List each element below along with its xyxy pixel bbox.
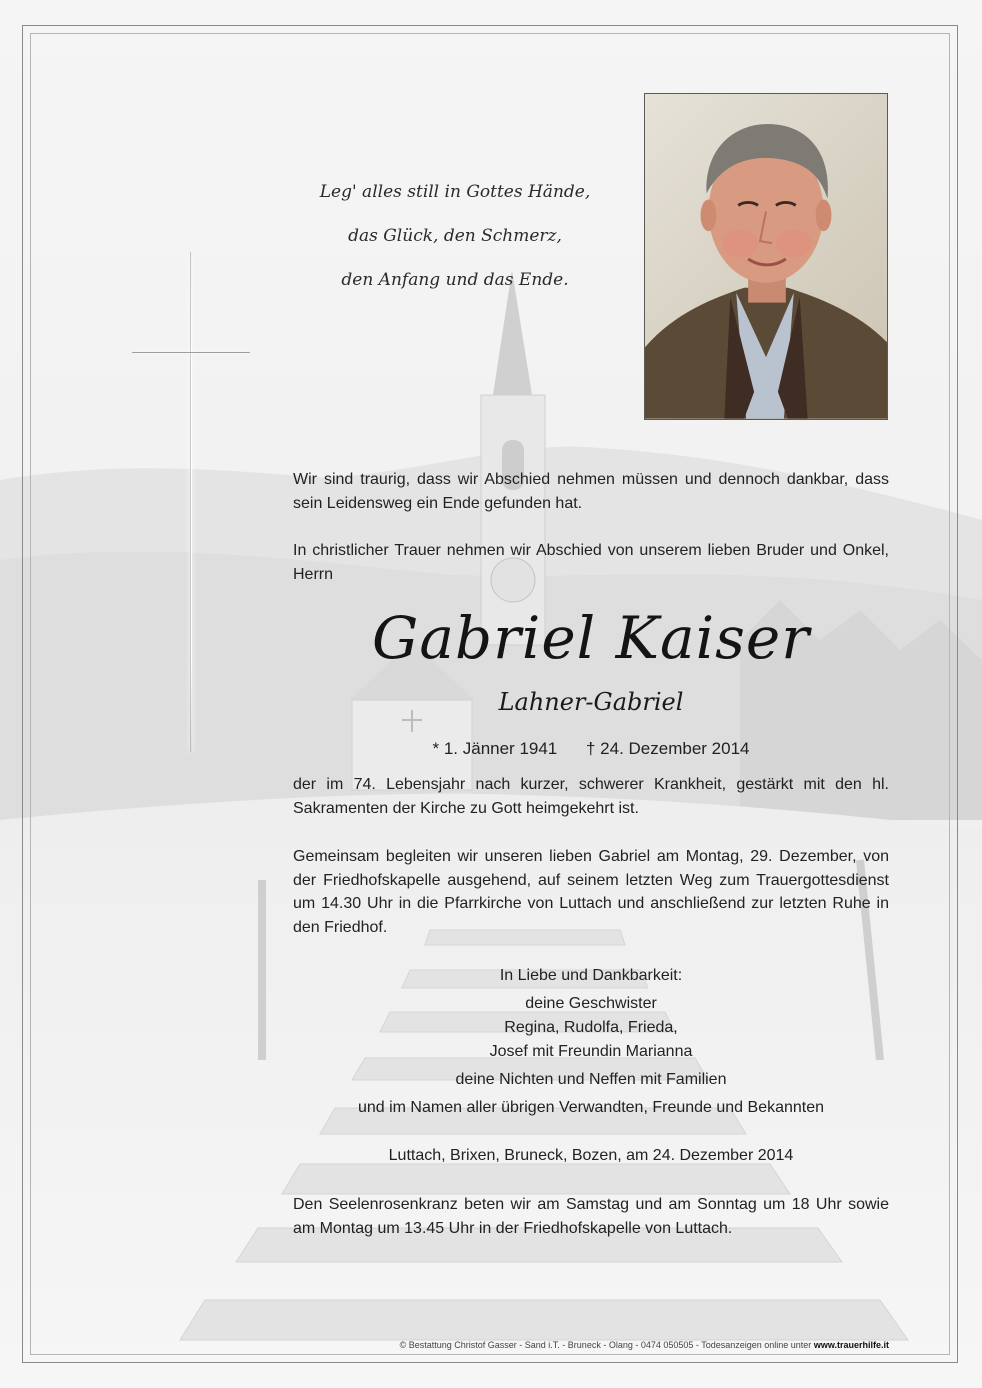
farewell-paragraph: In christlicher Trauer nehmen wir Abschied von unserem lieben Bruder und Onkel, Herrn	[293, 542, 889, 583]
mourner-line: deine Geschwister	[525, 995, 657, 1012]
deceased-nickname: Lahner-Gabriel	[498, 688, 684, 716]
mourner-line: Regina, Rudolfa, Frieda,	[504, 1019, 678, 1036]
mourner-line: Josef mit Freundin Marianna	[489, 1043, 693, 1060]
poem-line: Leg' alles still in Gottes Hände,	[319, 182, 591, 202]
mourner-line: deine Nichten und Neffen mit Familien	[455, 1071, 727, 1088]
death-date: † 24. Dezember 2014	[586, 739, 750, 758]
mourner-line: und im Namen aller übrigen Verwandten, Freunde und Bekannten	[357, 1099, 825, 1116]
deceased-name: Gabriel Kaiser	[372, 604, 810, 672]
intro-paragraph: Wir sind traurig, dass wir Abschied nehmen müssen und dennoch dankbar, dass sein Leidensweg ein Ende gefunden hat.	[293, 471, 889, 512]
birth-date: * 1. Jänner 1941	[432, 739, 558, 758]
rosary-paragraph: Den Seelenrosenkranz beten wir am Samstag und am Sonntag um 18 Uhr sowie am Montag um 13.45 Uhr in der Friedhofskapelle von Luttach.	[293, 1196, 889, 1237]
place-and-date: Luttach, Brixen, Bruneck, Bozen, am 24. Dezember 2014	[388, 1147, 794, 1164]
passing-paragraph: der im 74. Lebensjahr nach kurzer, schwerer Krankheit, gestärkt mit den hl. Sakramenten der Kirche zu Gott heimgekehrt ist.	[293, 776, 889, 817]
poem-line: den Anfang und das Ende.	[341, 270, 569, 290]
footer-link[interactable]: www.trauerhilfe.it	[813, 1340, 889, 1350]
mourners-heading: In Liebe und Dankbarkeit:	[499, 967, 683, 984]
footer-text: © Bestattung Christof Gasser - Sand i.T. - Bruneck - Olang - 0474 050505 - Todesanzeigen online unter	[399, 1340, 814, 1350]
inner-border	[30, 33, 950, 1355]
poem-line: das Glück, den Schmerz,	[348, 226, 562, 246]
funeral-paragraph: Gemeinsam begleiten wir unseren lieben Gabriel am Montag, 29. Dezember, von der Friedhofskapelle ausgehend, auf seinem letzten Weg zum Trauergottesdienst um 14.30 Uhr in die Pfarrkirche von Luttach und anschließend zur letzten Ruhe in den Friedhof.	[293, 848, 889, 936]
